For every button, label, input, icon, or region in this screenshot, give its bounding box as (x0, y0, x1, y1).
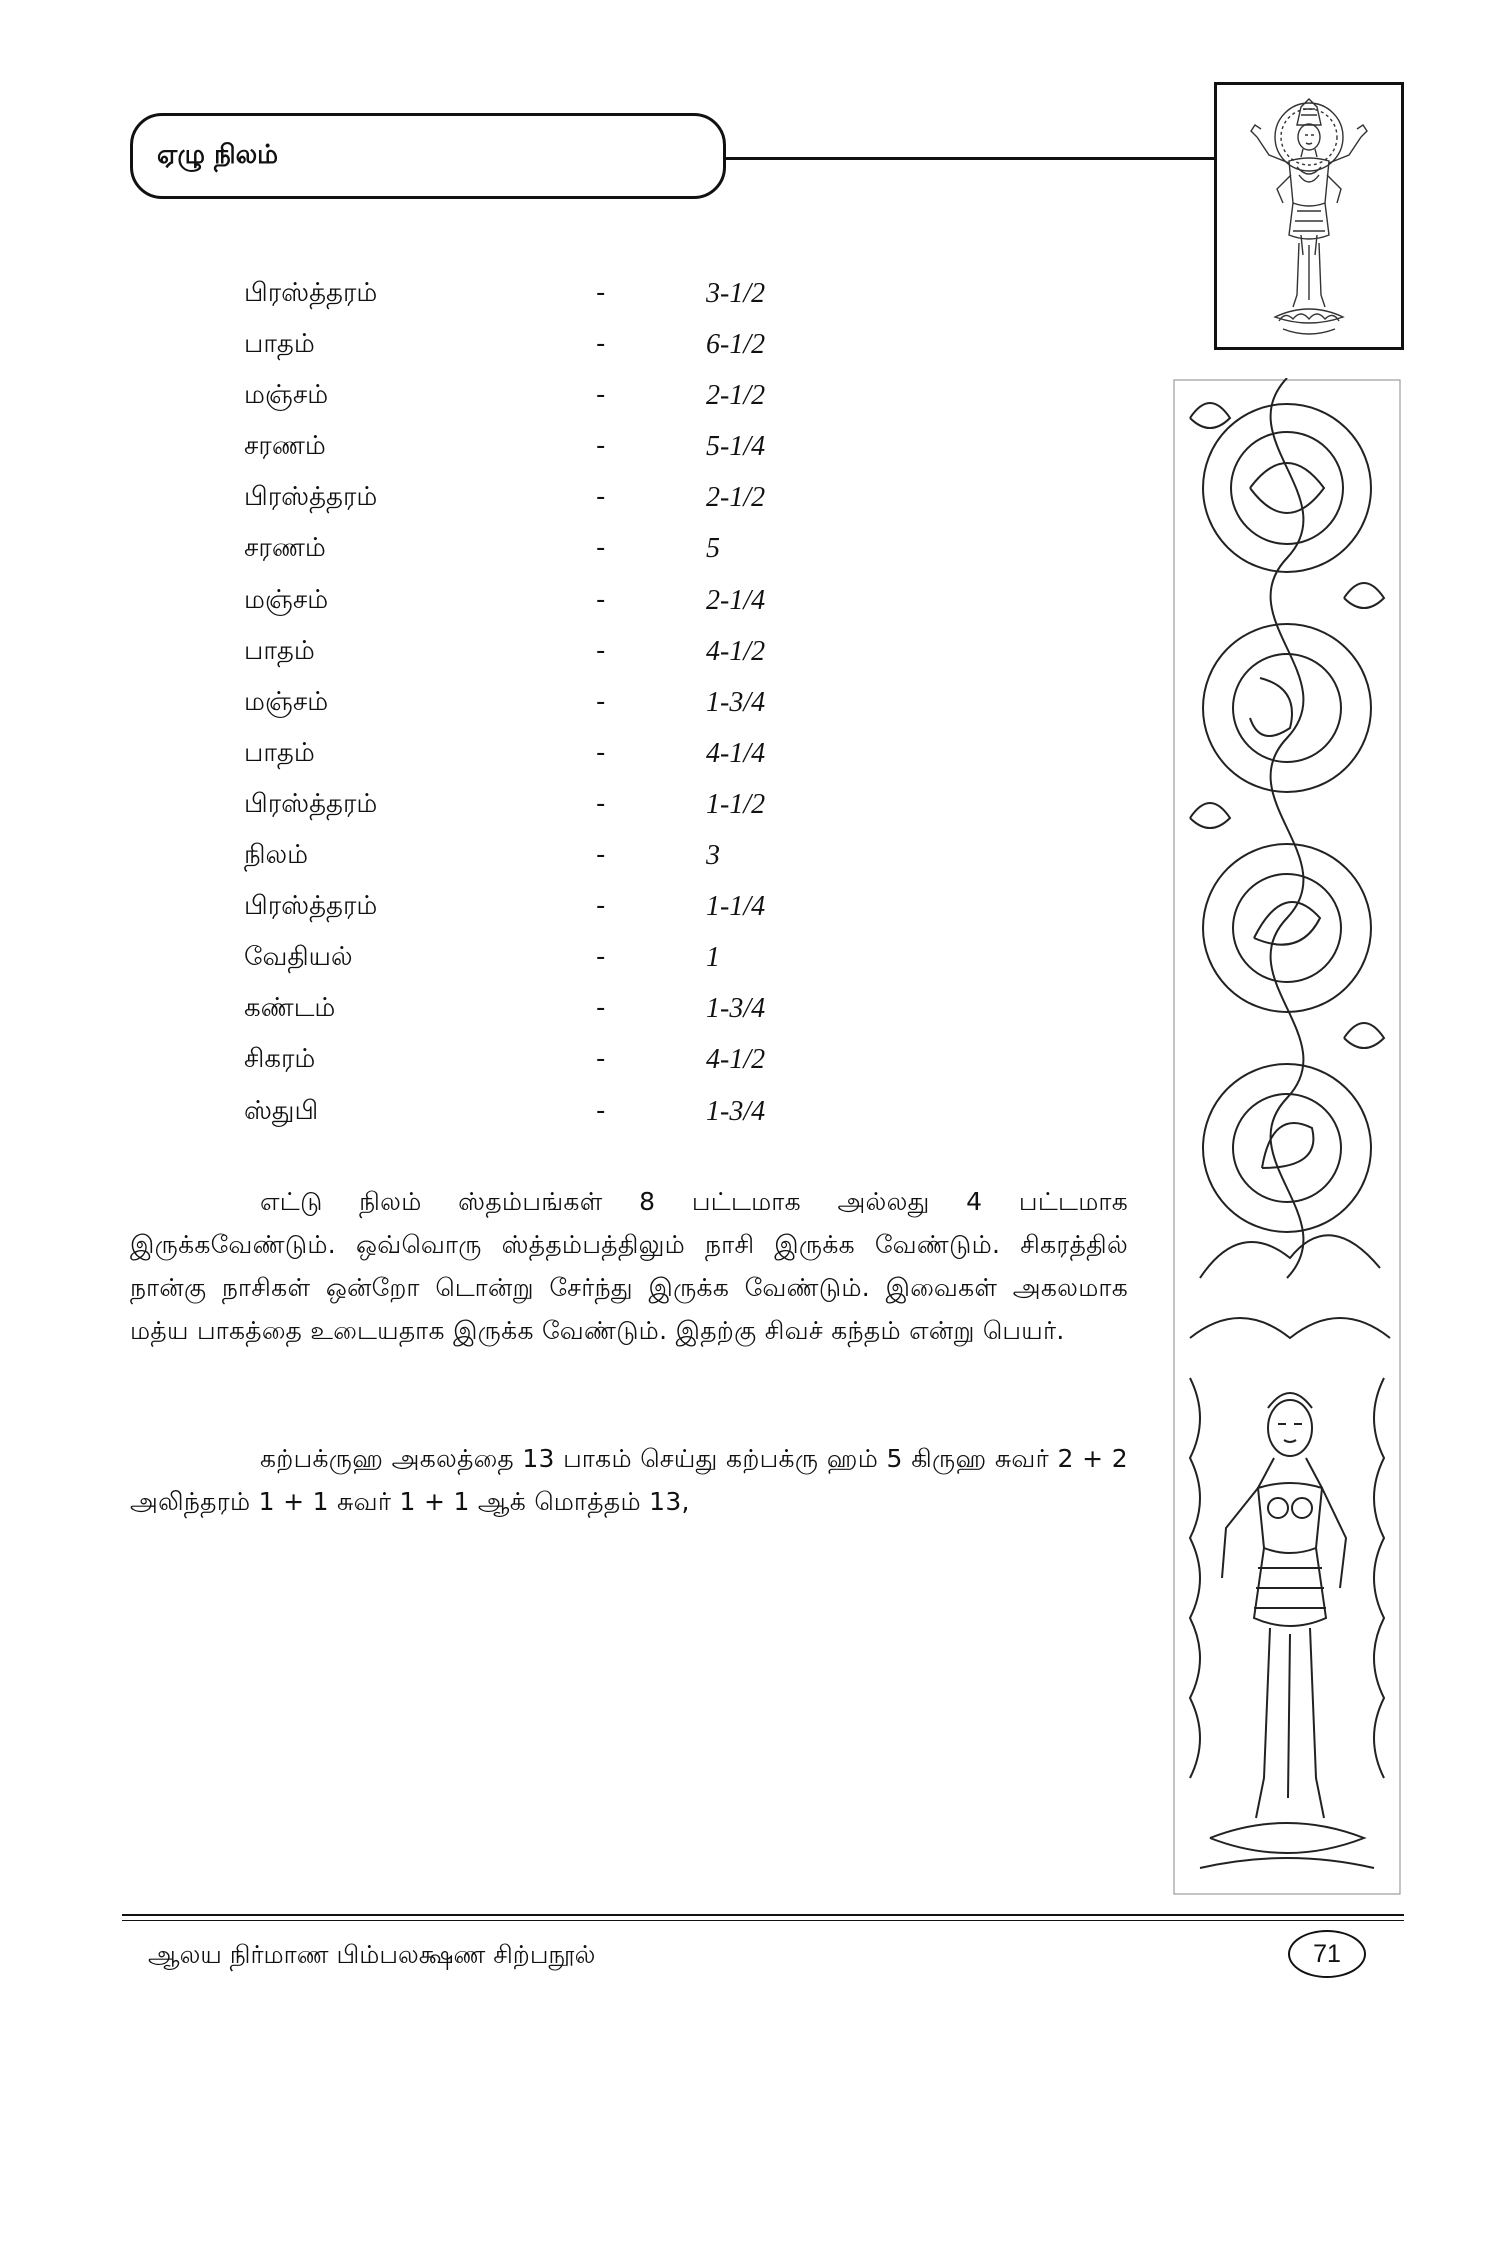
measurement-list (244, 270, 864, 1139)
component-measure: 1 (706, 942, 720, 974)
component-name: பாதம் (244, 737, 315, 768)
component-measure: 1-3/4 (706, 1095, 766, 1127)
measurement-row (244, 423, 864, 474)
separator-dash: - (596, 891, 606, 922)
component-measure: 3 (706, 840, 720, 872)
component-name: சரணம் (244, 533, 326, 564)
measurement-row (244, 270, 864, 321)
separator-dash: - (596, 993, 606, 1024)
component-measure: 3-1/2 (706, 278, 766, 309)
component-measure: 1-1/2 (706, 788, 766, 820)
ornamental-border-panel (1170, 378, 1404, 2250)
component-name: சிகரம் (244, 1044, 316, 1075)
component-name: பிரஸ்த்தரம் (244, 278, 378, 308)
separator-dash: - (596, 840, 606, 871)
component-measure: 5 (706, 533, 720, 565)
paragraph-text: எட்டு நிலம் ஸ்தம்பங்கள் 8 பட்டமாக அல்லது 4 பட்டமாக இருக்கவேண்டும். ஒவ்வொரு ஸ்த்தம்பத்திலும் நாசி இருக்க வேண்டும். சிகரத்தில் நான்கு நாசிகள் ஒன்றோ டொன்று சேர்ந்து இருக்க வேண்டும். இவைகள் அகலமாக மத்ய பாகத்தை உடையதாக இருக்க வேண்டும். இதற்கு சிவச் கந்தம் என்று பெயர். (130, 1187, 1128, 1345)
component-name: மஞ்சம் (244, 380, 329, 411)
header-rule (726, 157, 1214, 160)
component-name: மஞ்சம் (244, 584, 329, 615)
separator-dash: - (596, 431, 606, 462)
book-title: ஆலய நிர்மாண பிம்பலக்ஷண சிற்பநூல் (148, 1940, 596, 1969)
component-name: மஞ்சம் (244, 686, 329, 717)
separator-dash: - (596, 635, 606, 666)
component-name: சரணம் (244, 431, 326, 462)
measurement-row (244, 372, 864, 423)
measurement-row (244, 883, 864, 934)
measurement-row (244, 1036, 864, 1087)
component-name: ஸ்துபி (244, 1095, 319, 1126)
measurement-row (244, 577, 864, 628)
measurement-row (244, 628, 864, 679)
component-name: நிலம் (244, 840, 309, 871)
component-measure: 4-1/2 (706, 1044, 766, 1076)
component-name: பிரஸ்த்தரம் (244, 891, 378, 922)
paragraph-text: கற்பக்ருஹ அகலத்தை 13 பாகம் செய்து கற்பக்ரு ஹம் 5 கிருஹ சுவர் 2 + 2 அலிந்தரம் 1 + 1 சுவர் 1 + 1 ஆக் மொத்தம் 13, (130, 1444, 1128, 1516)
component-measure: 1-3/4 (706, 993, 766, 1025)
measurement-row (244, 1088, 864, 1139)
separator-dash: - (596, 1044, 606, 1075)
component-measure: 5-1/4 (706, 431, 766, 463)
component-measure: 2-1/2 (706, 380, 766, 412)
separator-dash: - (596, 788, 606, 819)
paragraph-eight-storey (130, 1180, 1128, 1352)
separator-dash: - (596, 278, 606, 308)
floral-ornament-drawing (1170, 378, 1404, 1898)
component-name: பாதம் (244, 635, 315, 666)
measurement-row (244, 321, 864, 372)
measurement-row (244, 525, 864, 576)
page-number-text: 71 (1313, 1939, 1341, 1968)
separator-dash: - (596, 942, 606, 973)
footer-rule-thin (122, 1920, 1404, 1921)
component-measure: 2-1/2 (706, 482, 766, 514)
section-title: ஏழு நிலம் (157, 139, 279, 170)
measurement-row (244, 934, 864, 985)
component-measure: 1-1/4 (706, 891, 766, 923)
measurement-row (244, 679, 864, 730)
page-number (1288, 1930, 1366, 1978)
measurement-row (244, 781, 864, 832)
component-measure: 1-3/4 (706, 686, 766, 718)
separator-dash: - (596, 584, 606, 615)
paragraph-garbhagriha (130, 1437, 1128, 1523)
component-measure: 4-1/2 (706, 635, 766, 667)
measurement-row (244, 985, 864, 1036)
deity-illustration (1214, 82, 1404, 350)
separator-dash: - (596, 686, 606, 717)
component-measure: 4-1/4 (706, 737, 766, 769)
section-title-box (130, 113, 726, 199)
separator-dash: - (596, 380, 606, 411)
separator-dash: - (596, 482, 606, 513)
component-measure: 6-1/2 (706, 329, 766, 361)
separator-dash: - (596, 1095, 606, 1126)
component-name: பிரஸ்த்தரம் (244, 482, 378, 513)
measurement-row (244, 730, 864, 781)
measurement-row (244, 474, 864, 525)
component-name: பிரஸ்த்தரம் (244, 788, 378, 819)
component-measure: 2-1/4 (706, 584, 766, 616)
footer-rule (122, 1914, 1404, 1916)
separator-dash: - (596, 533, 606, 564)
separator-dash: - (596, 737, 606, 768)
component-name: கண்டம் (244, 993, 336, 1024)
component-name: வேதியல் (244, 942, 353, 973)
measurement-row (244, 832, 864, 883)
component-name: பாதம் (244, 329, 315, 360)
deity-figure-drawing (1217, 85, 1401, 347)
separator-dash: - (596, 329, 606, 360)
